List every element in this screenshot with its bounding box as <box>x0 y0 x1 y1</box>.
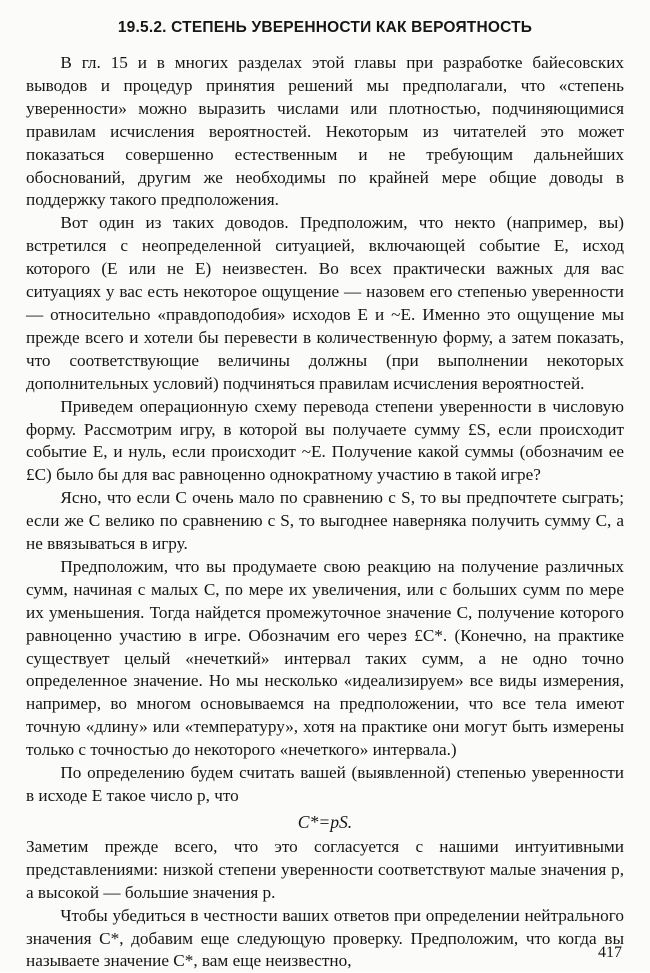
paragraph-intro: В гл. 15 и в многих разделах этой главы при разработке байесовских выводов и процедур принятия решений мы предполагали, что «степень уверенности» можно выразить числами или плотностью, подчиняющимися правилам исчисления вероятностей. Некоторым из читателей это может показаться совершенно естественным и не требующим дальнейших обоснований, другим же необходимы по крайней мере общие доводы в поддержку такого предположения. <box>26 53 624 210</box>
paragraph-comparison: Ясно, что если C очень мало по сравнению с S, то вы предпочтете сыграть; если же C велико по сравнению с S, то выгоднее наверняка получить сумму C, а не ввязываться в игру. <box>26 488 624 554</box>
paragraph-check: Чтобы убедиться в честности ваших ответов при определении нейтрального значения C*, добавим еще следующую проверку. Предположим, что когда вы называете значение C*, вам еще неизвестно, <box>26 905 624 971</box>
paragraph-operational-scheme: Приведем операционную схему перевода степени уверенности в числовую форму. Рассмотрим игру, в которой вы получаете сумму £S, если происходит событие E, и нуль, если происходит ~E. Получение какой суммы (обозначим ее £C) было бы для вас равноценно однократному участию в такой игре? <box>26 396 624 485</box>
page-number: 417 <box>598 944 622 961</box>
paragraph-intuition: Заметим прежде всего, что это согласуется с нашими интуитивными представлениями: низкой степени уверенности соответствуют малые значения p, а высокой — большие значения p. <box>26 836 624 902</box>
paragraph-definition: По определению будем считать вашей (выявленной) степенью уверенности в исходе E такое число p, что <box>26 763 624 805</box>
formula: C*=pS. <box>297 811 353 832</box>
paragraph-intermediate-value: Предположим, что вы продумаете свою реакцию на получение различных сумм, начиная с малых C, по мере их увеличения, или с больших сумм по мере их уменьшения. Тогда найдется промежуточное значение C, получение которого равноценно участию в игре. Обозначим его через £C*. (Конечно, на практике существует целый «нечеткий» интервал таких сумм, а не одно точно определенное значение. Но мы несколько «идеализируем» все виды измерения, например, во многом основываемся на предположении, что все тела имеют точную «длину» или «температуру», хотя на практике они могут быть измерены только с точностью до некоторого «нечеткого» интервала.) <box>26 556 624 760</box>
paragraph-argument: Вот один из таких доводов. Предположим, что некто (например, вы) встретился с неопределенной ситуацией, включающей событие E, исход которого (E или не E) неизвестен. Во всех практически важных для вас ситуациях у вас есть некоторое ощущение — назовем его степенью уверенности — относительно «правдоподобия» исходов E и ~E. Именно это ощущение мы прежде всего и хотели бы перевести в количественную форму, а затем показать, что соответствующие величины должны (при выполнении некоторых дополнительных условий) подчиняться правилам исчисления вероятностей. <box>26 213 624 393</box>
section-heading: 19.5.2. СТЕПЕНЬ УВЕРЕННОСТИ КАК ВЕРОЯТНОСТЬ <box>117 19 533 36</box>
